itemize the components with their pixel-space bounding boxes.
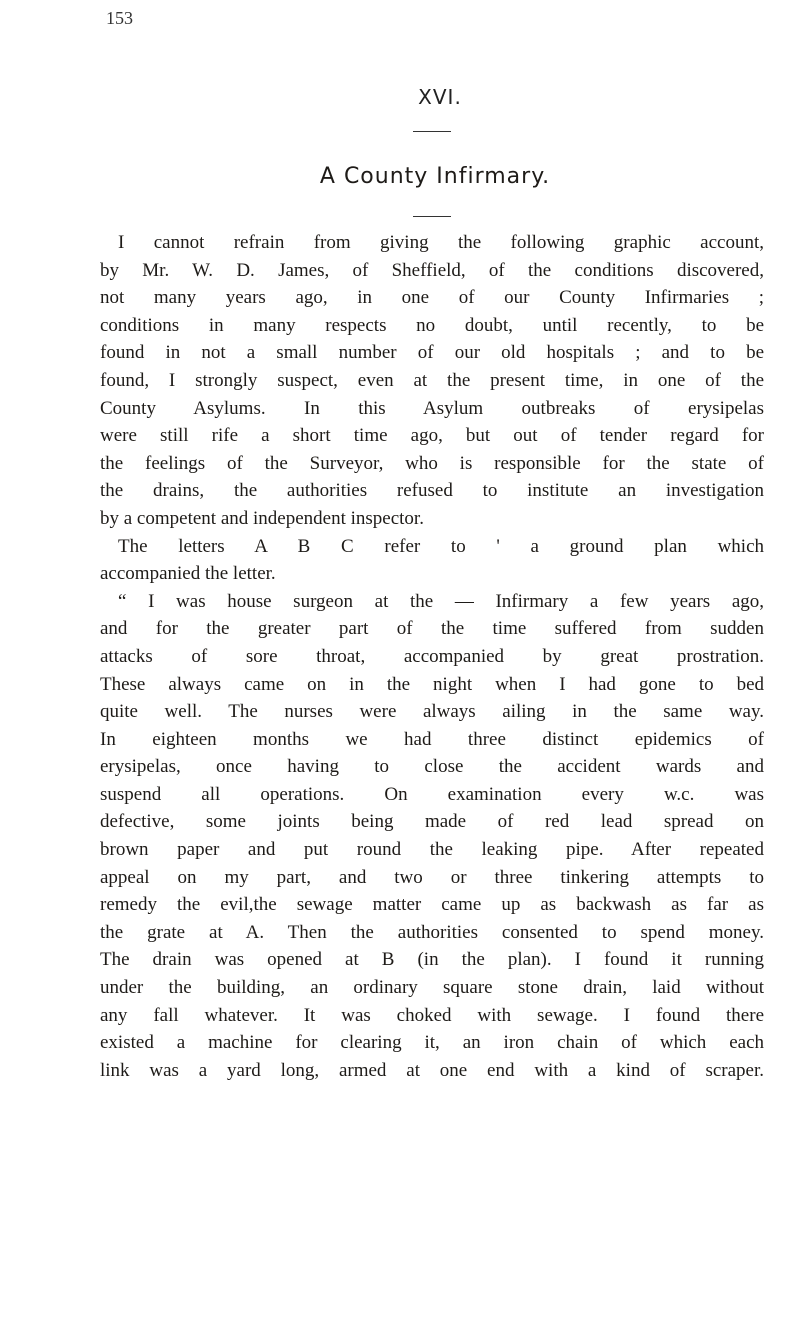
text-line: erysipelas, once having to close the accident wards and — [100, 756, 764, 778]
text-line: the grate at A. Then the authorities consented to spend money. — [100, 921, 764, 943]
text-line: link was a yard long, armed at one end with a kind of scraper. — [100, 1059, 764, 1081]
text-line: The drain was opened at B (in the plan). I found it running — [100, 949, 764, 971]
text-line: The letters A B C refer to ' a ground plan which — [118, 535, 764, 557]
text-line: attacks of sore throat, accompanied by great prostration. — [100, 645, 764, 667]
text-line: not many years ago, in one of our County Infirmaries ; — [100, 287, 764, 309]
text-line: the drains, the authorities refused to institute an investigation — [100, 480, 764, 502]
text-line: I cannot refrain from giving the following graphic account, — [118, 232, 764, 253]
text-line: found, I strongly suspect, even at the present time, in one of the — [100, 369, 764, 391]
text-line: appeal on my part, and two or three tinkering attempts to — [100, 866, 764, 888]
chapter-title: A County Infirmary. — [319, 164, 551, 189]
text-line: by Mr. W. D. James, of Sheffield, of the conditions discovered, — [100, 259, 764, 281]
text-line: defective, some joints being made of red lead spread on — [100, 811, 764, 833]
rule-above-title — [413, 131, 451, 132]
text-line: brown paper and put round the leaking pipe. After repeated — [100, 839, 764, 861]
text-line: any fall whatever. It was choked with sewage. I found there — [100, 1004, 764, 1026]
chapter-number: XVI. — [418, 85, 462, 109]
text-line: “ I was house surgeon at the — Infirmary a few years ago, — [118, 590, 764, 612]
text-line: were still rife a short time ago, but out of tender regard for — [100, 425, 764, 447]
text-line: County Asylums. In this Asylum outbreaks of erysipelas — [100, 397, 764, 419]
text-line: conditions in many respects no doubt, until recently, to be — [100, 314, 764, 336]
rule-below-title — [413, 216, 451, 217]
text-line: existed a machine for clearing it, an iron chain of which each — [100, 1032, 764, 1054]
text-line: by a competent and independent inspector. — [100, 507, 424, 529]
text-line: suspend all operations. On examination every w.c. was — [100, 783, 764, 805]
body-text — [100, 229, 764, 1084]
text-line: under the building, an ordinary square stone drain, laid without — [100, 977, 764, 999]
text-line: the feelings of the Surveyor, who is responsible for the state of — [100, 452, 764, 474]
text-line: In eighteen months we had three distinct epidemics of — [100, 728, 764, 750]
text-line: accompanied the letter. — [100, 563, 276, 585]
text-line: These always came on in the night when I had gone to bed — [100, 673, 764, 695]
page-number: 153 — [106, 8, 133, 28]
text-line: and for the greater part of the time suffered from sudden — [100, 618, 764, 640]
text-line: remedy the evil,the sewage matter came up as backwash as far as — [100, 894, 764, 916]
text-line: quite well. The nurses were always ailing in the same way. — [100, 701, 764, 723]
text-line: found in not a small number of our old hospitals ; and to be — [100, 342, 764, 364]
